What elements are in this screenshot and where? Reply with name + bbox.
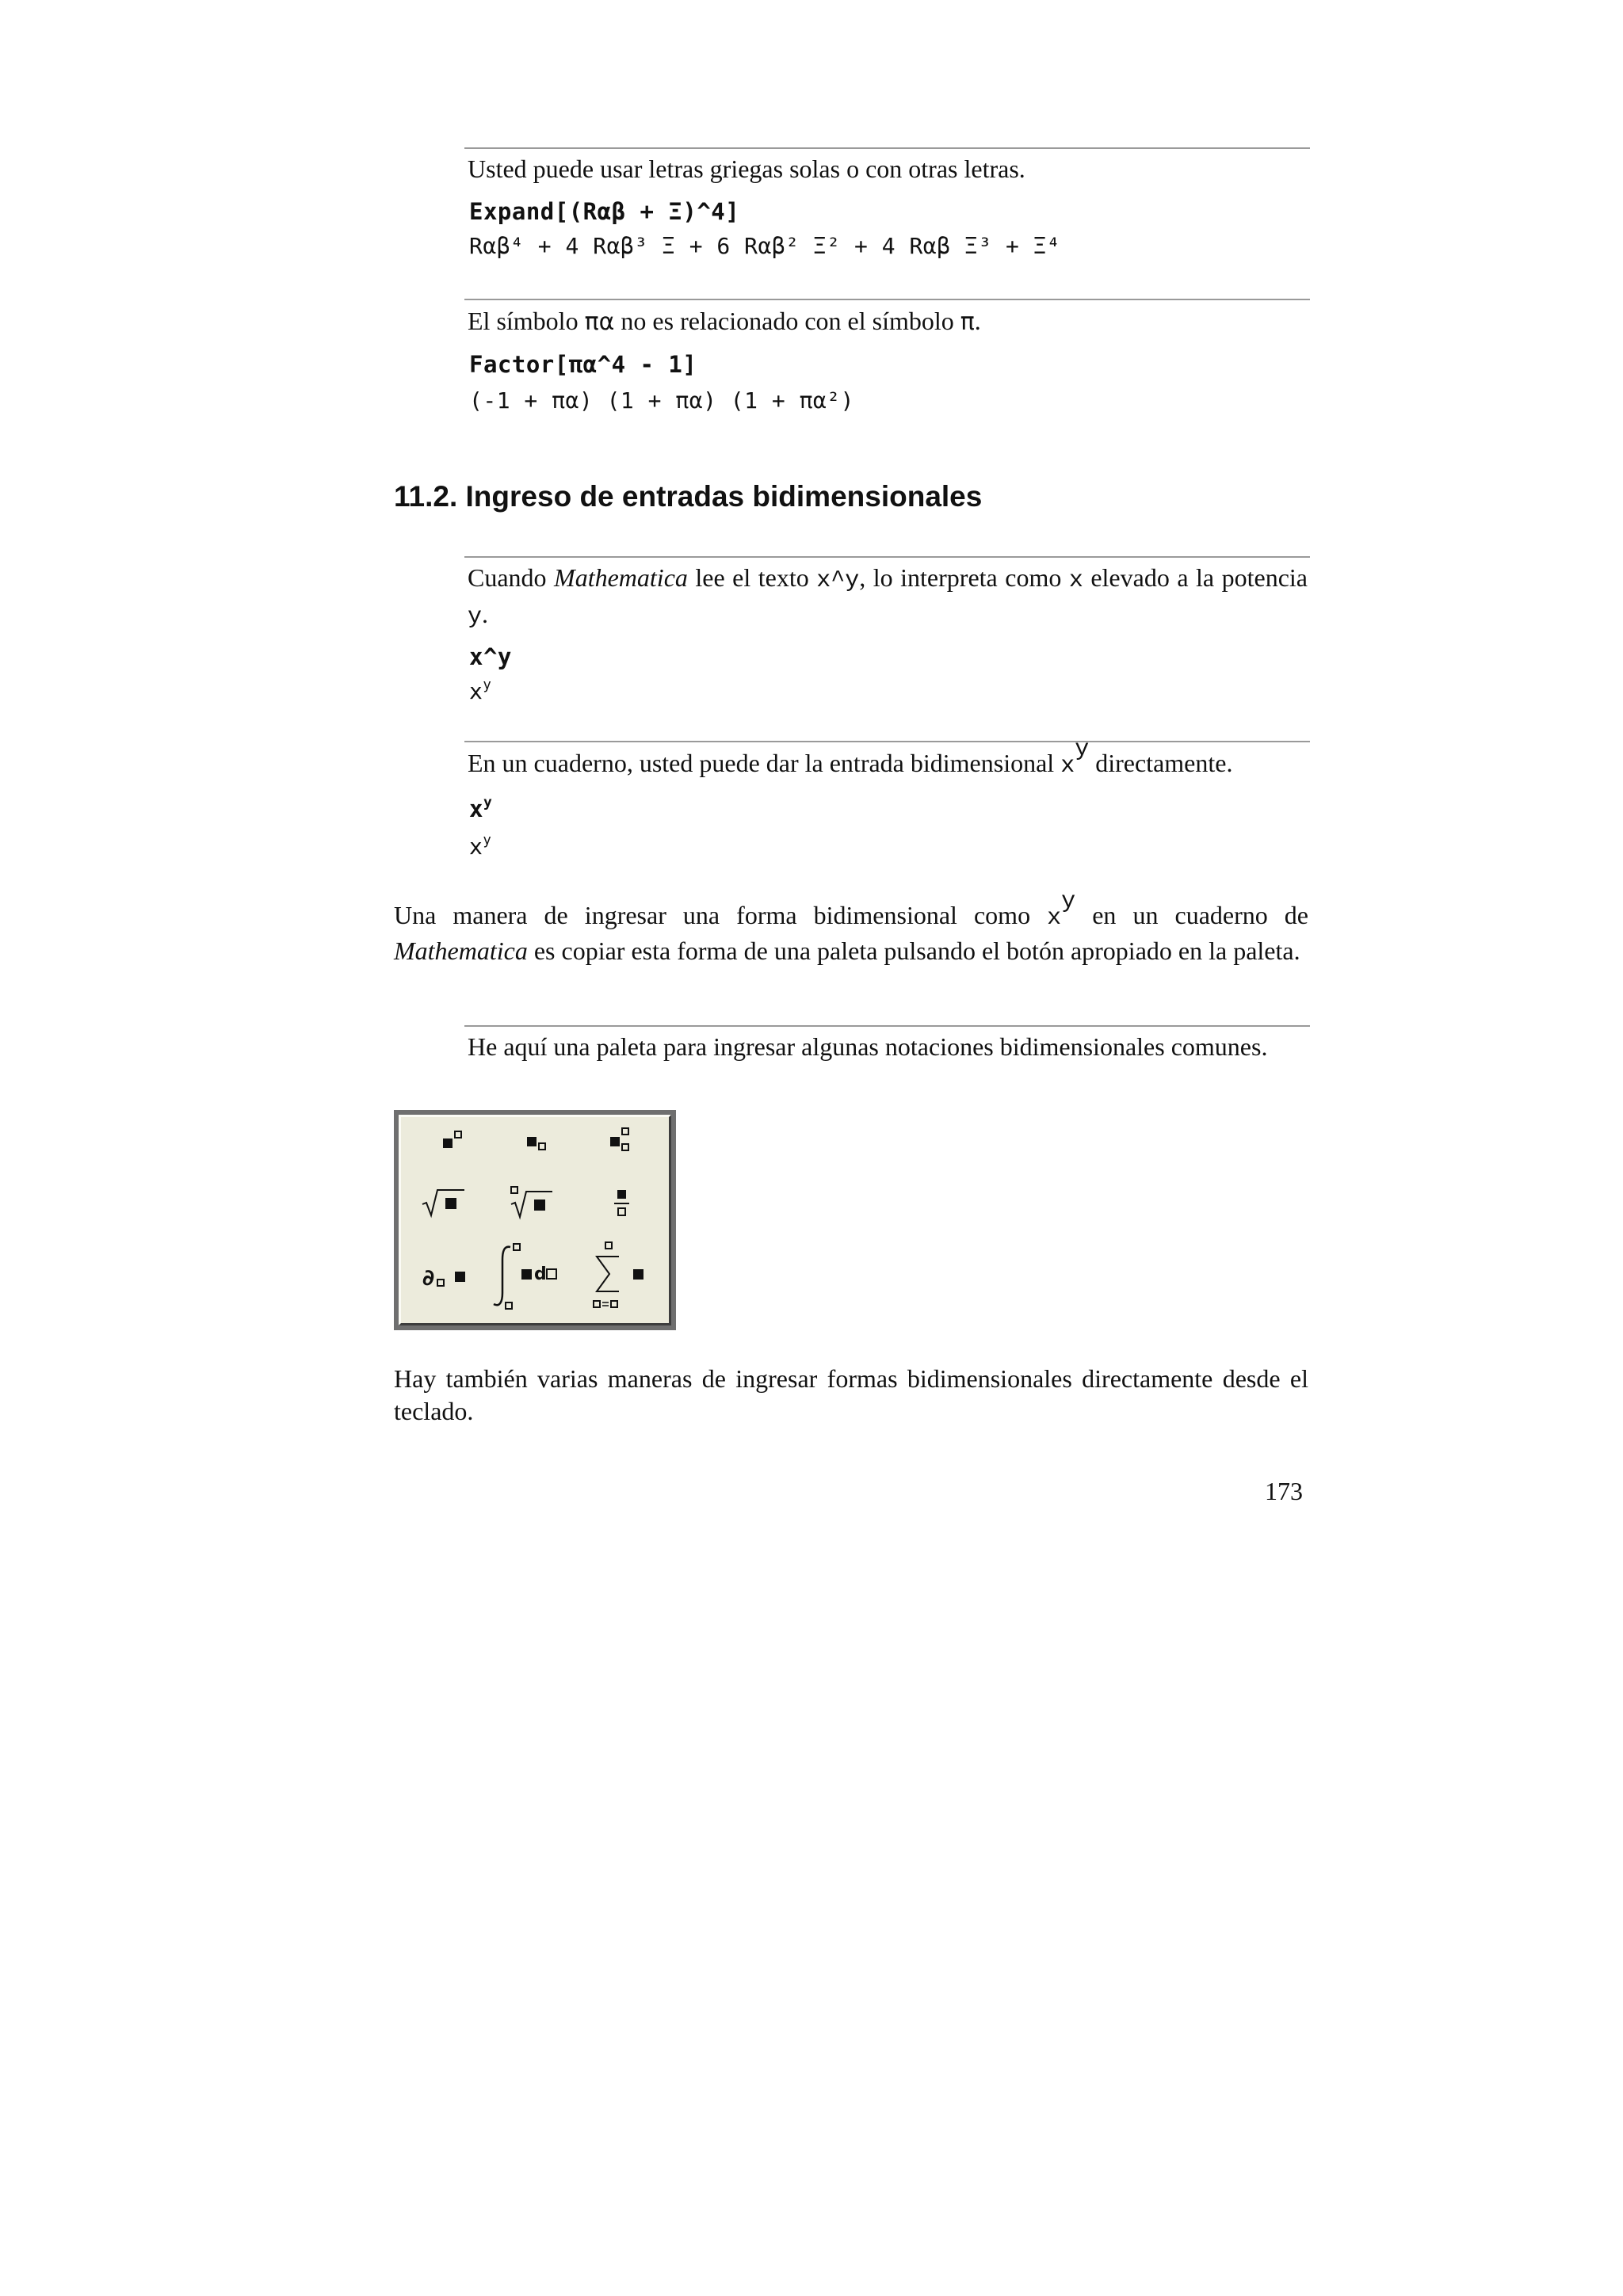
section-heading: 11.2. Ingreso de entradas bidimensionales — [394, 480, 983, 513]
output-cell-x-power-y: $x^y$ — [469, 677, 492, 704]
paragraph-palette-copy: Una manera de ingresar una forma bidimensional como $x^y$ en un cuaderno de Mathematica es copiar esta forma de una paleta pulsando el botón apropiado en la paleta. — [394, 888, 1309, 965]
nth-root-button[interactable] — [508, 1184, 556, 1220]
output-cell-2d: $x^y$ — [469, 832, 492, 860]
divider — [464, 147, 1310, 149]
note-greek-letters: Usted puede usar letras griegas solas o con otras letras. — [468, 154, 1025, 183]
divider — [464, 299, 1310, 300]
svg-text:d: d — [534, 1264, 547, 1284]
input-cell-x-caret-y: x^y — [469, 643, 512, 670]
divider — [464, 556, 1310, 558]
input-cell-factor: Factor[πα^4 - 1] — [469, 351, 697, 378]
symbol-pi-alpha: πα — [584, 308, 615, 336]
note-two-dimensional-input: En un cuaderno, usted puede dar la entrada bidimensional $x^y$ directamente. — [468, 736, 1233, 780]
svg-text:∂: ∂ — [422, 1264, 435, 1291]
subsuperscript-button[interactable] — [605, 1124, 637, 1156]
notation-palette — [394, 1110, 676, 1330]
symbol-pi: π — [960, 308, 975, 336]
summation-button[interactable] — [589, 1239, 660, 1314]
output-cell-expand: Rαβ⁴ + 4 Rαβ³ Ξ + 6 Rαβ² Ξ² + 4 Rαβ Ξ³ + Ξ⁴ — [469, 233, 1061, 259]
note-pi-alpha: El símbolo πα no es relacionado con el símbolo π. — [468, 307, 981, 336]
paragraph-keyboard-input: Hay también varias maneras de ingresar formas bidimensionales directamente desde el teclado. — [394, 1364, 1308, 1425]
note-x-power-y: Cuando Mathematica lee el texto x^y, lo interpreta como x elevado a la potencia y. — [468, 563, 1308, 631]
palette-panel — [399, 1115, 671, 1325]
superscript-button[interactable] — [438, 1127, 470, 1156]
square-root-button[interactable] — [420, 1187, 468, 1219]
divider — [464, 1025, 1310, 1027]
note-palette: He aquí una paleta para ingresar algunas notaciones bidimensionales comunes. — [468, 1032, 1268, 1061]
partial-derivative-button[interactable] — [420, 1261, 475, 1292]
input-cell-2d: $x^y$ — [469, 794, 493, 822]
page-number: 173 — [1265, 1477, 1303, 1505]
subscript-button[interactable] — [522, 1127, 554, 1156]
divider — [464, 741, 1310, 742]
input-cell-expand: Expand[(Rαβ + Ξ)^4] — [469, 198, 740, 225]
output-cell-factor: (-1 + πα) (1 + πα) (1 + πα²) — [469, 387, 855, 414]
integral-button[interactable] — [487, 1241, 574, 1312]
fraction-button[interactable] — [610, 1187, 634, 1222]
